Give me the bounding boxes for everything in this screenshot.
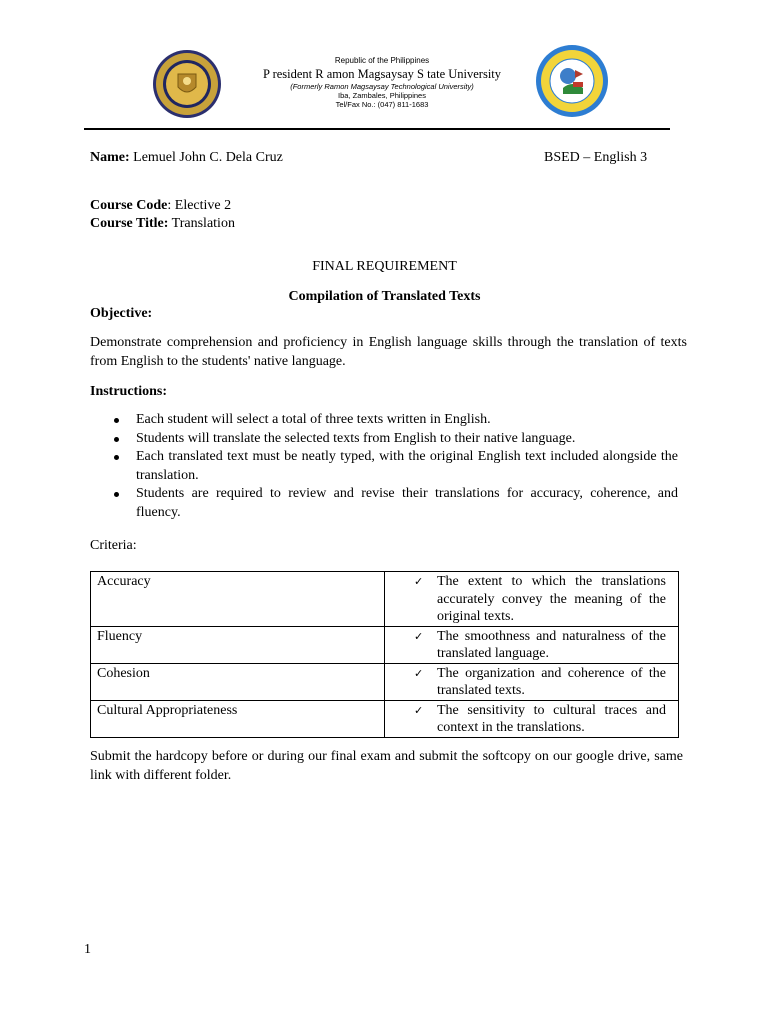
- instructions-list: [110, 411, 678, 522]
- criterion-name: Fluency: [91, 626, 385, 663]
- criterion-description: The organization and coherence of the translated texts.: [437, 665, 666, 698]
- instruction-item: [110, 411, 678, 430]
- criterion-description: The sensitivity to cultural traces and context in the translations.: [437, 702, 666, 735]
- republic-line: Republic of the Philippines: [334, 56, 430, 65]
- criterion-name: Accuracy: [91, 572, 385, 627]
- table-row: [91, 626, 679, 663]
- criterion-description-cell: [385, 572, 679, 627]
- criteria-label: Criteria:: [90, 538, 137, 553]
- section-label: BSED – English 3: [544, 150, 648, 165]
- table-row: [91, 572, 679, 627]
- criterion-name: Cultural Appropriateness: [91, 700, 385, 737]
- formerly-line: (Formerly Ramon Magsaysay Technological University): [290, 82, 474, 91]
- checkmark-icon: ✓: [414, 629, 424, 643]
- instruction-text: Students will translate the selected texts from English to their native language.: [136, 430, 576, 446]
- address-line: Iba, Zambales, Philippines: [338, 91, 426, 100]
- name-label: Name:: [90, 150, 130, 165]
- instructions-label: Instructions:: [90, 384, 168, 399]
- page-number: 1: [84, 942, 91, 957]
- bullet-icon: [114, 492, 119, 497]
- criterion-description-cell: [385, 626, 679, 663]
- course-code-line: [90, 196, 231, 215]
- instruction-text: Each translated text must be neatly typed, with the original English text included alongside the translation.: [136, 449, 678, 483]
- criterion-description-cell: [385, 663, 679, 700]
- checkmark-icon: ✓: [414, 666, 424, 680]
- criterion-description: The smoothness and naturalness of the translated language.: [437, 628, 666, 661]
- name-line: [90, 148, 283, 167]
- college-seal-logo: [535, 44, 609, 118]
- instruction-item: [110, 448, 678, 485]
- criteria-table: [90, 571, 679, 738]
- course-title-line: [90, 214, 235, 233]
- university-name: P resident R amon Magsaysay S tate University: [262, 67, 502, 81]
- telfax-line: Tel/Fax No.: (047) 811-1683: [335, 100, 429, 109]
- objective-label: Objective:: [90, 306, 153, 321]
- final-requirement-heading: FINAL REQUIREMENT: [312, 259, 457, 274]
- instruction-text: Each student will select a total of three texts written in English.: [136, 412, 491, 427]
- course-title-label: Course Title:: [90, 216, 169, 231]
- instruction-item: [110, 430, 678, 449]
- instruction-text: Students are required to review and revise their translations for accuracy, coherence, and fluency.: [136, 486, 678, 520]
- table-row: [91, 663, 679, 700]
- table-row: [91, 700, 679, 737]
- bullet-icon: [114, 455, 119, 460]
- instruction-item: [110, 485, 678, 522]
- compilation-heading: Compilation of Translated Texts: [288, 289, 481, 304]
- student-name: Lemuel John C. Dela Cruz: [133, 150, 283, 165]
- criterion-name: Cohesion: [91, 663, 385, 700]
- letterhead: [84, 44, 670, 130]
- submission-note: Submit the hardcopy before or during our final exam and submit the softcopy on our google drive, same link with different folder.: [90, 749, 683, 783]
- checkmark-icon: ✓: [414, 575, 424, 588]
- course-title-value: Translation: [171, 216, 235, 231]
- header-divider: [84, 128, 670, 130]
- bullet-icon: [114, 418, 119, 423]
- objective-text: Demonstrate comprehension and proficiency in English language skills through the translation of texts from English to the students' native language.: [90, 335, 687, 369]
- course-code-value: : Elective 2: [167, 198, 232, 213]
- criterion-description: The extent to which the translations accurately convey the meaning of the original texts.: [437, 574, 666, 624]
- criterion-description-cell: [385, 700, 679, 737]
- course-code-label: Course Code: [90, 198, 168, 213]
- bullet-icon: [114, 437, 119, 442]
- checkmark-icon: ✓: [414, 703, 424, 717]
